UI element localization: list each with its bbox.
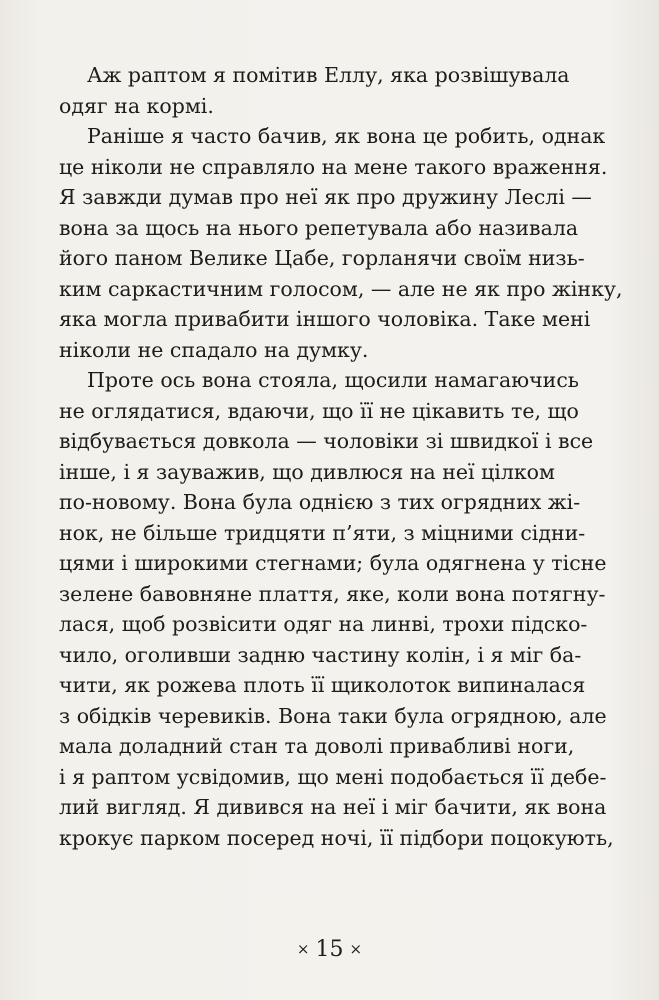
- text-line: Я завжди думав про неї як про дружину Леслі —: [59, 185, 592, 209]
- text-line: ким саркастичним голосом, — але не як про жінку,: [59, 276, 623, 301]
- text-line: і я раптом усвідомив, що мені подобається її дебе-: [59, 764, 607, 789]
- text-line: Проте ось вона стояла, щосили намагаючись: [87, 368, 579, 392]
- page-number: 15: [315, 937, 344, 962]
- text-line: інше, і я зауважив, що дивлюся на неї цілком: [59, 459, 555, 484]
- text-line: зелене бавовняне плаття, яке, коли вона потягну-: [59, 581, 606, 606]
- text-line: яка могла привабити іншого чоловіка. Таке мені: [59, 307, 591, 331]
- text-line: Раніше я часто бачив, як вона це робить, однак: [87, 124, 606, 148]
- text-line: лий вигляд. Я дивився на неї і міг бачити, як вона: [59, 795, 607, 819]
- text-line: Аж раптом я помітив Еллу, яка розвішувала: [87, 63, 570, 87]
- text-line: по-новому. Вона була однією з тих огрядних жі-: [59, 490, 581, 514]
- text-line: його паном Велике Цабе, горланячи своїм низь-: [59, 246, 585, 270]
- text-line: з обідків черевиків. Вона таки була огрядною, але: [59, 703, 607, 728]
- right-ornament: ×: [349, 940, 363, 958]
- text-line: мала доладний стан та доволі привабливі ноги,: [59, 734, 575, 758]
- text-line: крокує парком посеред ночі, її підбори поцокують,: [59, 825, 614, 850]
- left-ornament: ×: [296, 940, 310, 958]
- text-line: лася, щоб розвісити одяг на линві, трохи підско-: [59, 612, 588, 636]
- text-line: відбувається довкола — чоловіки зі швидкої і все: [59, 429, 594, 453]
- body-text: [59, 60, 623, 853]
- text-line: не оглядатися, вдаючи, що її не цікавить те, що: [59, 398, 579, 423]
- text-line: ніколи не спадало на думку.: [59, 337, 369, 362]
- text-line: чити, як рожева плоть її щиколоток випиналася: [59, 673, 586, 697]
- text-line: цями і широкими стегнами; була одягнена у тісне: [59, 551, 607, 575]
- page-footer: [0, 934, 659, 965]
- text-line: чило, оголивши задню частину колін, і я міг ба-: [59, 642, 582, 667]
- text-line: одяг на кормі.: [59, 93, 214, 118]
- text-line: це ніколи не справляло на мене такого враження.: [59, 154, 608, 179]
- text-line: нок, не більше тридцяти п’яти, з міцними сідни-: [59, 520, 586, 545]
- text-line: вона за щось на нього репетувала або називала: [59, 215, 579, 240]
